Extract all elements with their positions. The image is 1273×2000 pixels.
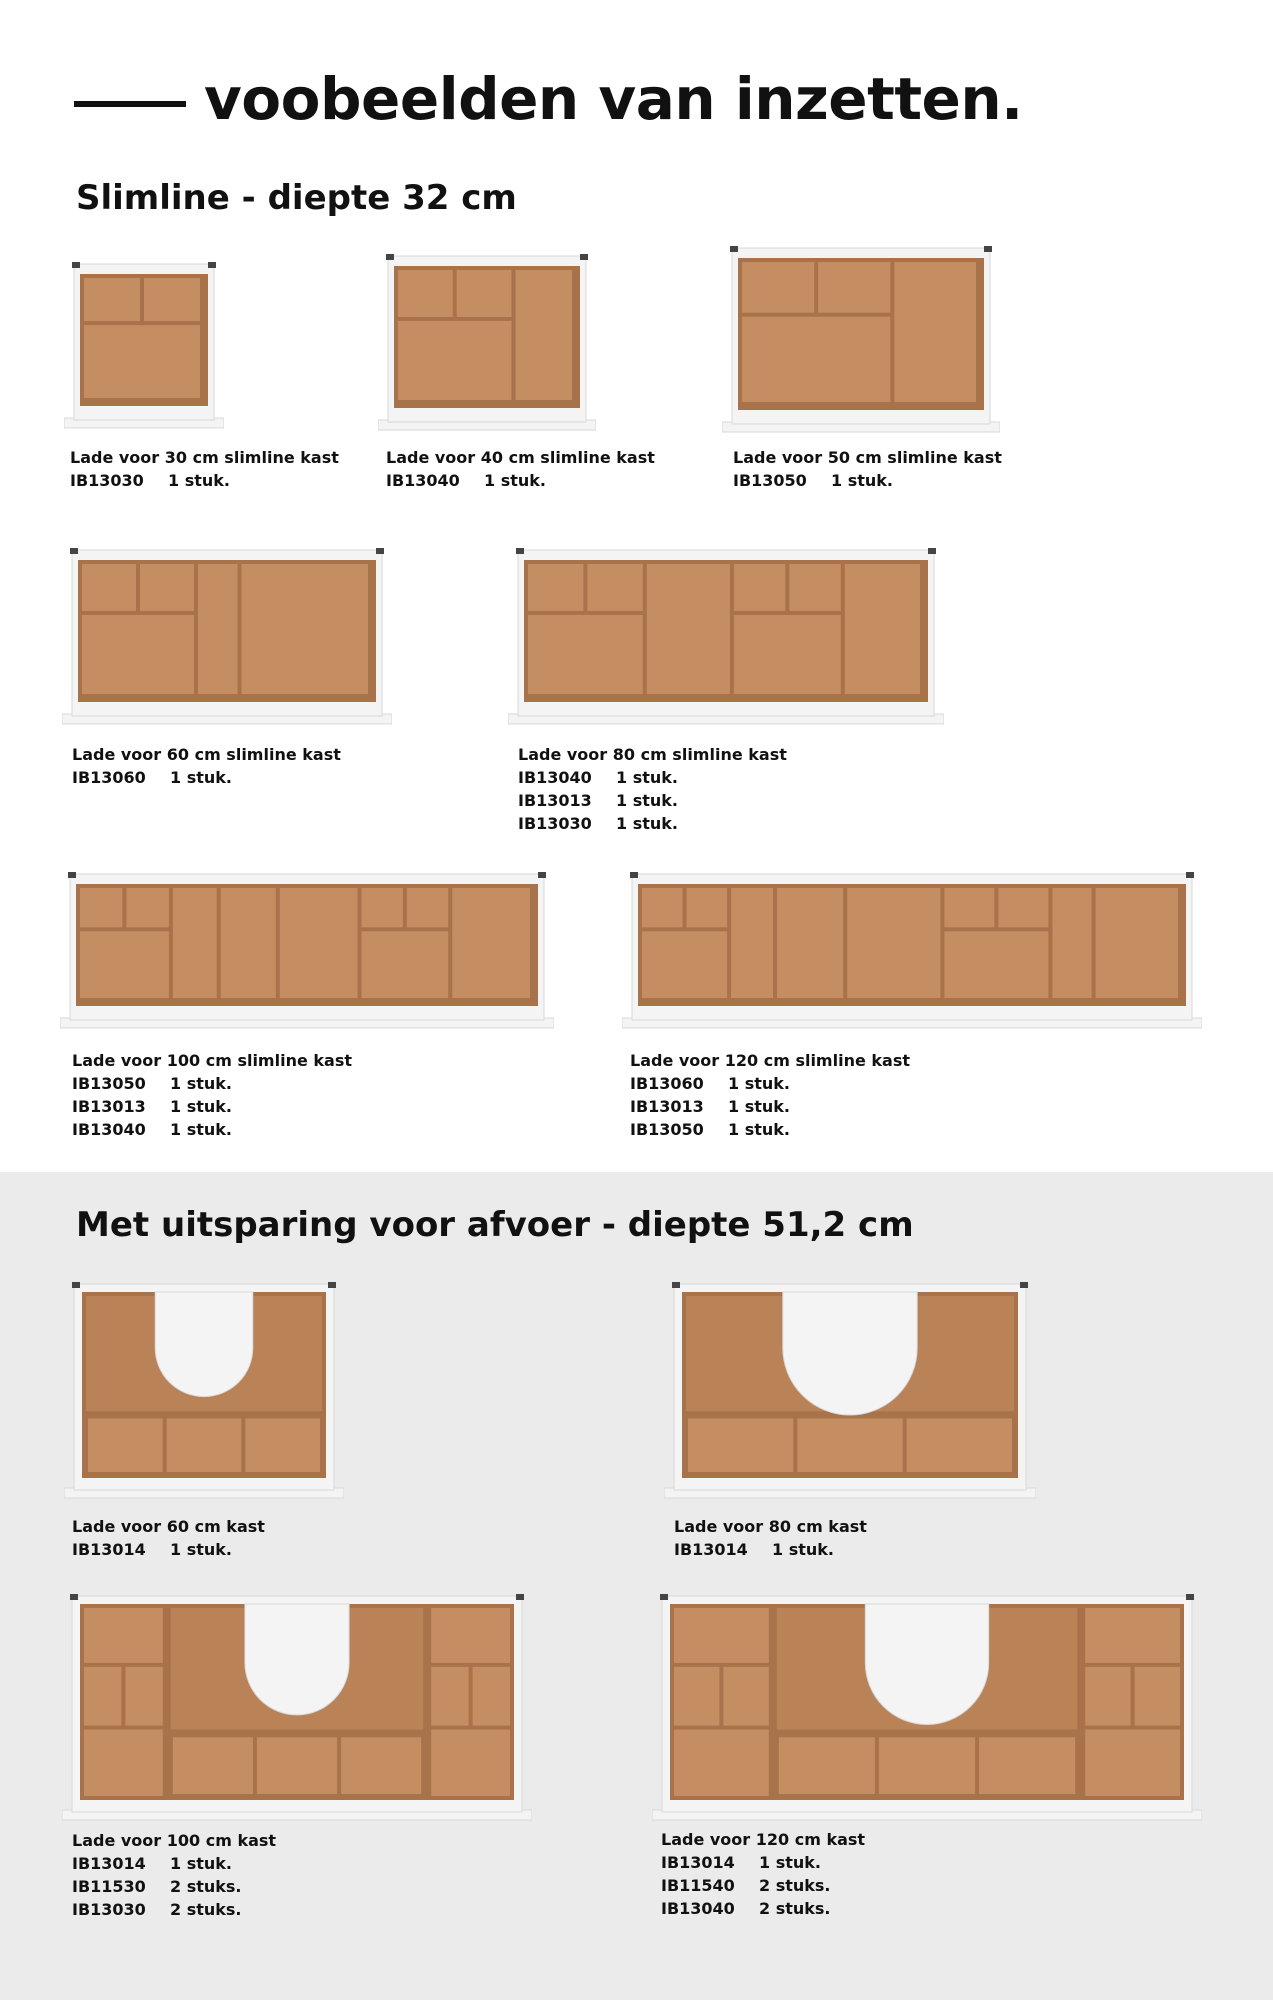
tray-compartment — [82, 564, 136, 611]
part-qty: 1 stuk. — [168, 471, 230, 490]
tray-compartment — [242, 564, 369, 694]
product-caption — [518, 743, 787, 835]
tray-compartment — [88, 1418, 163, 1472]
tray-compartment — [84, 1667, 121, 1726]
tray-compartment — [742, 262, 814, 313]
part-code: IB13060 — [630, 1074, 704, 1093]
part-qty: 1 stuk. — [170, 1097, 232, 1116]
part-code: IB13014 — [72, 1854, 146, 1873]
drawer-clip — [580, 254, 588, 260]
tray-compartment — [847, 888, 940, 998]
part-qty: 1 stuk. — [616, 814, 678, 833]
part-row — [661, 1851, 865, 1874]
tray-compartment — [1085, 1608, 1180, 1663]
tray-compartment — [894, 262, 976, 402]
sink-drawer-image — [64, 1280, 344, 1500]
tray-compartment — [731, 888, 773, 998]
part-row — [630, 1118, 910, 1141]
part-code: IB11540 — [661, 1876, 735, 1895]
part-row — [72, 1538, 265, 1561]
drawer-clip — [72, 262, 80, 268]
product-caption — [72, 743, 341, 789]
tray-compartment — [674, 1730, 769, 1796]
drawer-image — [622, 870, 1202, 1030]
product-caption — [386, 446, 655, 492]
drawer-clip — [72, 1282, 80, 1288]
section-title-afvoer: Met uitsparing voor afvoer - diepte 51,2 cm — [76, 1205, 914, 1245]
tray-compartment — [167, 1418, 242, 1472]
tray-compartment — [687, 888, 728, 927]
part-qty: 1 stuk. — [484, 471, 546, 490]
part-code: IB13014 — [674, 1540, 748, 1559]
tray-compartment — [1096, 888, 1178, 998]
tray-compartment — [944, 931, 1048, 998]
tray-compartment — [84, 278, 140, 321]
drawer-clip — [516, 548, 524, 554]
part-row — [72, 1072, 352, 1095]
part-code: IB13050 — [630, 1120, 704, 1139]
product-label: Lade voor 60 cm kast — [72, 1517, 265, 1536]
product-caption — [72, 1049, 352, 1141]
part-qty: 1 stuk. — [170, 768, 232, 787]
tray-compartment — [528, 615, 643, 694]
tray-compartment — [84, 325, 200, 398]
part-qty: 2 stuks. — [170, 1900, 242, 1919]
part-code: IB13030 — [72, 1900, 146, 1919]
tray-compartment — [797, 1418, 902, 1472]
tray-compartment — [879, 1737, 975, 1794]
tray-compartment — [173, 1737, 253, 1794]
tray-compartment — [407, 888, 448, 927]
part-code: IB13013 — [630, 1097, 704, 1116]
part-code: IB13030 — [518, 814, 592, 833]
drawer-clip — [660, 1594, 668, 1600]
product-caption — [72, 1829, 276, 1921]
tray-compartment — [140, 564, 194, 611]
part-row — [630, 1072, 910, 1095]
product-label: Lade voor 80 cm slimline kast — [518, 745, 787, 764]
drawer-clip — [376, 548, 384, 554]
part-qty: 1 stuk. — [170, 1540, 232, 1559]
part-code: IB13030 — [70, 471, 144, 490]
part-qty: 1 stuk. — [170, 1854, 232, 1873]
tray-compartment — [452, 888, 530, 998]
tray-compartment — [742, 317, 890, 402]
part-code: IB13013 — [518, 791, 592, 810]
tray-compartment — [1052, 888, 1091, 998]
part-row — [72, 1875, 276, 1898]
tray-compartment — [642, 888, 683, 927]
part-qty: 1 stuk. — [728, 1074, 790, 1093]
part-qty: 1 stuk. — [616, 768, 678, 787]
part-row — [386, 469, 655, 492]
drawer-image — [508, 546, 944, 726]
part-row — [674, 1538, 867, 1561]
product-caption — [72, 1515, 265, 1561]
part-qty: 2 stuks. — [170, 1877, 242, 1896]
drain-cutout — [155, 1292, 253, 1397]
drain-cutout — [245, 1604, 349, 1715]
page-title: voobeelden van inzetten. — [204, 65, 1023, 133]
sink-drawer-image — [664, 1280, 1036, 1500]
tray-compartment — [1085, 1730, 1180, 1796]
tray-compartment — [845, 564, 920, 694]
part-code: IB13050 — [72, 1074, 146, 1093]
product-caption — [630, 1049, 910, 1141]
product-label: Lade voor 120 cm slimline kast — [630, 1051, 910, 1070]
drawer-clip — [630, 872, 638, 878]
tray-compartment — [734, 615, 841, 694]
part-code: IB13014 — [72, 1540, 146, 1559]
tray-compartment — [818, 262, 890, 313]
drawer-clip — [208, 262, 216, 268]
product-caption — [733, 446, 1002, 492]
tray-compartment — [361, 931, 448, 998]
tray-compartment — [944, 888, 994, 927]
tray-compartment — [341, 1737, 421, 1794]
part-row — [630, 1095, 910, 1118]
tray-compartment — [473, 1667, 510, 1726]
part-qty: 1 stuk. — [772, 1540, 834, 1559]
product-label: Lade voor 40 cm slimline kast — [386, 448, 655, 467]
part-qty: 1 stuk. — [831, 471, 893, 490]
part-row — [72, 1898, 276, 1921]
drawer-clip — [516, 1594, 524, 1600]
part-code: IB13040 — [72, 1120, 146, 1139]
tray-compartment — [457, 270, 512, 317]
part-qty: 1 stuk. — [170, 1074, 232, 1093]
drawer-clip — [1186, 872, 1194, 878]
product-label: Lade voor 50 cm slimline kast — [733, 448, 1002, 467]
part-code: IB13040 — [518, 768, 592, 787]
tray-compartment — [1135, 1667, 1180, 1726]
product-label: Lade voor 30 cm slimline kast — [70, 448, 339, 467]
tray-compartment — [789, 564, 840, 611]
tray-compartment — [221, 888, 276, 998]
tray-compartment — [84, 1608, 163, 1663]
tray-compartment — [723, 1667, 768, 1726]
drawer-image — [60, 870, 554, 1030]
part-code: IB13060 — [72, 768, 146, 787]
part-row — [518, 766, 787, 789]
tray-compartment — [587, 564, 642, 611]
part-qty: 1 stuk. — [759, 1853, 821, 1872]
part-row — [72, 766, 341, 789]
part-row — [661, 1897, 865, 1920]
part-code: IB13040 — [386, 471, 460, 490]
part-qty: 1 stuk. — [728, 1097, 790, 1116]
part-row — [70, 469, 339, 492]
tray-compartment — [1085, 1667, 1130, 1726]
tray-compartment — [431, 1667, 468, 1726]
product-label: Lade voor 120 cm kast — [661, 1830, 866, 1849]
part-code: IB13014 — [661, 1853, 735, 1872]
drawer-image — [378, 252, 596, 432]
product-label: Lade voor 60 cm slimline kast — [72, 745, 341, 764]
part-code: IB13013 — [72, 1097, 146, 1116]
part-row — [518, 789, 787, 812]
product-label: Lade voor 100 cm kast — [72, 1831, 277, 1850]
tray-compartment — [361, 888, 402, 927]
sink-drawer-image — [652, 1592, 1202, 1822]
tray-compartment — [126, 888, 168, 927]
tray-compartment — [198, 564, 238, 694]
drawer-clip — [328, 1282, 336, 1288]
tray-compartment — [173, 888, 217, 998]
part-qty: 1 stuk. — [616, 791, 678, 810]
part-qty: 1 stuk. — [170, 1120, 232, 1139]
sink-drawer-image — [62, 1592, 532, 1822]
part-code: IB11530 — [72, 1877, 146, 1896]
tray-compartment — [431, 1608, 510, 1663]
product-label: Lade voor 100 cm slimline kast — [72, 1051, 352, 1070]
tray-compartment — [431, 1730, 510, 1796]
part-row — [72, 1095, 352, 1118]
tray-compartment — [734, 564, 785, 611]
drawer-clip — [386, 254, 394, 260]
part-row — [72, 1118, 352, 1141]
tray-compartment — [674, 1608, 769, 1663]
drawer-clip — [538, 872, 546, 878]
tray-compartment — [280, 888, 358, 998]
part-qty: 2 stuks. — [759, 1899, 831, 1918]
drawer-clip — [672, 1282, 680, 1288]
tray-compartment — [80, 931, 169, 998]
drawer-clip — [68, 872, 76, 878]
tray-compartment — [642, 931, 727, 998]
tray-compartment — [125, 1667, 162, 1726]
drawer-image — [64, 260, 224, 430]
tray-compartment — [515, 270, 572, 400]
tray-compartment — [777, 888, 843, 998]
drain-cutout — [865, 1604, 988, 1724]
tray-compartment — [80, 888, 122, 927]
drawer-clip — [70, 548, 78, 554]
tray-compartment — [647, 564, 730, 694]
part-qty: 1 stuk. — [728, 1120, 790, 1139]
tray-compartment — [528, 564, 583, 611]
drawer-clip — [1020, 1282, 1028, 1288]
drawer-clip — [984, 246, 992, 252]
part-row — [733, 469, 1002, 492]
part-code: IB13040 — [661, 1899, 735, 1918]
product-caption — [674, 1515, 867, 1561]
tray-compartment — [998, 888, 1048, 927]
product-caption — [661, 1828, 865, 1920]
title-rule — [74, 101, 186, 107]
tray-compartment — [82, 615, 194, 694]
tray-compartment — [779, 1737, 875, 1794]
tray-compartment — [907, 1418, 1012, 1472]
tray-compartment — [84, 1730, 163, 1796]
part-code: IB13050 — [733, 471, 807, 490]
product-caption — [70, 446, 339, 492]
drawer-clip — [70, 1594, 78, 1600]
tray-compartment — [245, 1418, 320, 1472]
drawer-image — [722, 244, 1000, 434]
drawer-clip — [1186, 1594, 1194, 1600]
tray-compartment — [688, 1418, 793, 1472]
part-row — [661, 1874, 865, 1897]
tray-compartment — [979, 1737, 1075, 1794]
drawer-clip — [928, 548, 936, 554]
tray-compartment — [674, 1667, 719, 1726]
section-title-slimline: Slimline - diepte 32 cm — [76, 178, 517, 218]
part-qty: 2 stuks. — [759, 1876, 831, 1895]
part-row — [518, 812, 787, 835]
part-row — [72, 1852, 276, 1875]
drawer-image — [62, 546, 392, 726]
tray-compartment — [257, 1737, 337, 1794]
tray-compartment — [398, 321, 511, 400]
tray-compartment — [144, 278, 200, 321]
drawer-clip — [730, 246, 738, 252]
product-label: Lade voor 80 cm kast — [674, 1517, 867, 1536]
tray-compartment — [398, 270, 453, 317]
